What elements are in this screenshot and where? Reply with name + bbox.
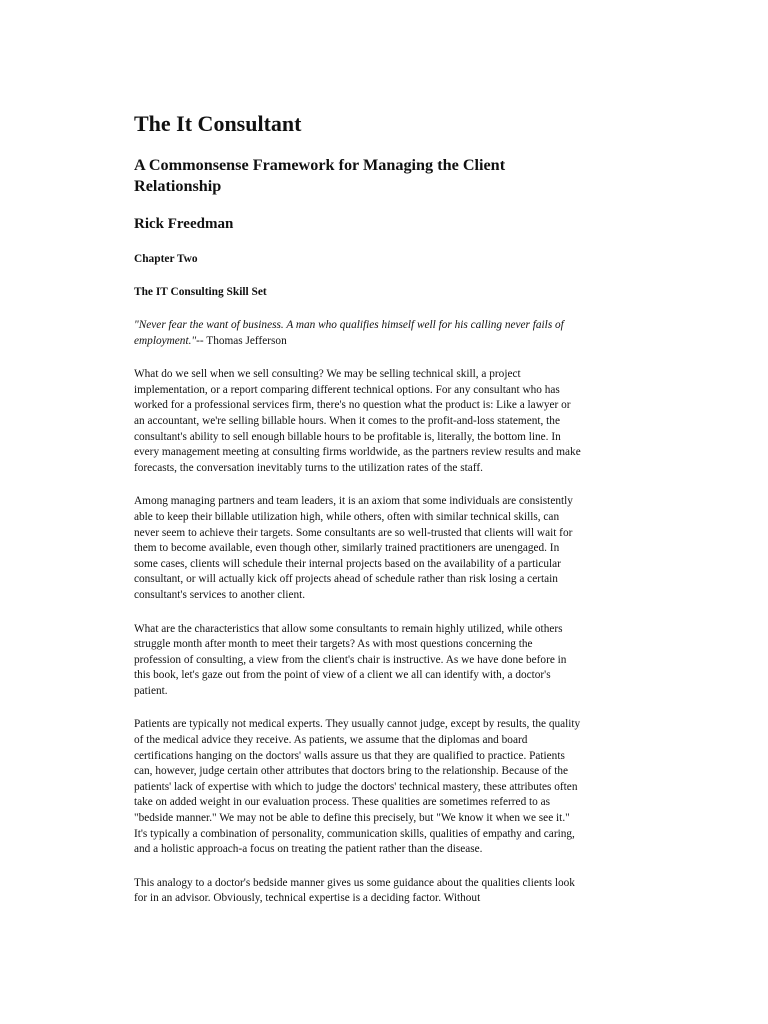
section-heading: The IT Consulting Skill Set: [134, 286, 267, 298]
body-paragraph: What are the characteristics that allow some consultants to remain highly utilized, while others struggle month after month to meet their targets? As with most questions concerning the profession of consulting, a view from the client's chair is instructive. As we have done before in this book, let's gaze out from the point of view of a client we all can identify with, a doctor's patient.: [134, 622, 567, 697]
epigraph: [134, 318, 582, 349]
epigraph-quote: "Never fear the want of business. A man who qualifies himself well for his calling never fails of employment.": [134, 319, 564, 347]
book-subtitle: A Commonsense Framework for Managing the Client Relationship: [134, 156, 506, 195]
body-paragraph: Among managing partners and team leaders, it is an axiom that some individuals are consistently able to keep their billable utilization high, while others, often with similar technical skills, can never seem to achieve their targets. Some consultants are so well-trusted that clients will wait for them to become available, even though other, similarly trained practitioners are unengaged. In some cases, clients will schedule their internal projects based on the availability of a particular consultant, or will actually kick off projects ahead of schedule rather than risk losing a certain consultant's services to another client.: [134, 495, 573, 601]
body-paragraph: This analogy to a doctor's bedside manner gives us some guidance about the qualities clients look for in an advisor. Obviously, technical expertise is a deciding factor. Without: [134, 876, 575, 905]
chapter-heading: Chapter Two: [134, 253, 198, 265]
document-page: [134, 110, 582, 907]
book-title: The It Consultant: [134, 111, 302, 136]
body-paragraph: Patients are typically not medical experts. They usually cannot judge, except by results, the quality of the medical advice they receive. As patients, we assume that the diplomas and board certifications hanging on the doctors' walls assure us that they are qualified to practice. Patients can, however, judge certain other attributes that doctors bring to the relationship. Because of the patients' lack of expertise with which to judge the doctors' technical mastery, these attributes often take on added weight in our evaluation process. These qualities are sometimes referred to as "bedside manner." We may not be able to define this precisely, but "We know it when we see it." It's typically a combination of personality, communication skills, qualities of empathy and caring, and a holistic approach-a focus on treating the patient rather than the disease.: [134, 718, 581, 856]
epigraph-attribution: -- Thomas Jefferson: [196, 334, 287, 347]
author-name: Rick Freedman: [134, 216, 234, 232]
body-paragraph: What do we sell when we sell consulting? We may be selling technical skill, a project implementation, or a report comparing different technical options. For any consultant who has worked for a professional services firm, there's no question what the product is: Like a lawyer or an accountant, we're selling billable hours. When it comes to the profit-and-loss statement, the consultant's ability to sell enough billable hours to be profitable is, literally, the bottom line. In every management meeting at consulting firms worldwide, as the partners review results and make forecasts, the conversation inevitably turns to the utilization rates of the staff.: [134, 368, 581, 474]
